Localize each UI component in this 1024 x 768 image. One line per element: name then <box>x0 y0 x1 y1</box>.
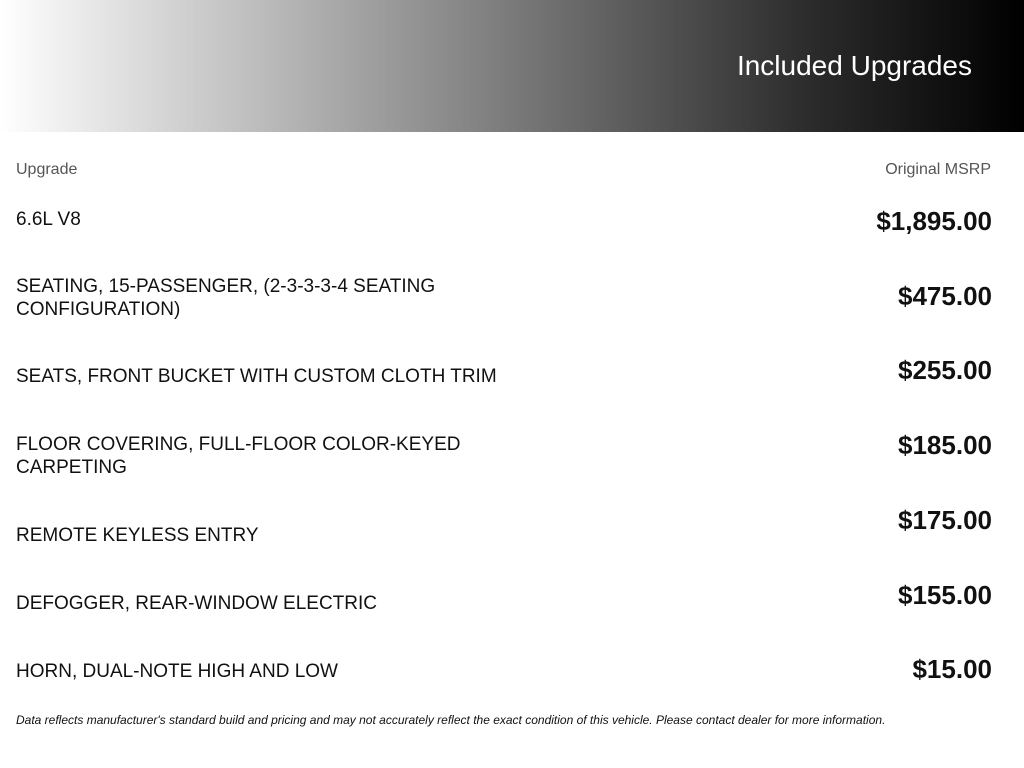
page-title: Included Upgrades <box>736 50 972 81</box>
upgrade-price: $1,895.00 <box>876 206 992 236</box>
upgrade-row <box>0 346 1024 421</box>
upgrade-price: $185.00 <box>898 430 992 460</box>
upgrade-price: $475.00 <box>898 281 992 311</box>
upgrade-name: DEFOGGER, REAR-WINDOW ELECTRIC <box>16 593 378 614</box>
header-banner <box>0 0 1024 132</box>
upgrade-name: SEATS, FRONT BUCKET WITH CUSTOM CLOTH TRIM <box>16 366 497 387</box>
upgrade-row <box>0 421 1024 496</box>
upgrade-name: REMOTE KEYLESS ENTRY <box>16 525 259 546</box>
upgrade-name: SEATING, 15-PASSENGER, (2-3-3-3-4 SEATING CONFIGURATION) <box>16 276 436 320</box>
column-header-msrp: Original MSRP <box>885 161 991 178</box>
upgrade-row <box>0 571 1024 646</box>
upgrade-row <box>0 196 1024 271</box>
upgrade-row <box>0 646 1024 721</box>
upgrade-price: $175.00 <box>898 505 992 535</box>
upgrade-name: FLOOR COVERING, FULL-FLOOR COLOR-KEYED CARPETING <box>16 434 461 478</box>
upgrade-price: $255.00 <box>898 355 992 385</box>
column-header-upgrade: Upgrade <box>16 161 78 178</box>
upgrade-name: 6.6L V8 <box>16 209 81 230</box>
upgrade-row <box>0 271 1024 346</box>
disclaimer-footnote: Data reflects manufacturer's standard build and pricing and may not accurately reflect the exact condition of this vehicle. Please contact dealer for more information. <box>16 713 886 727</box>
upgrade-price: $155.00 <box>898 580 992 610</box>
upgrade-price: $15.00 <box>912 654 992 684</box>
upgrades-list <box>0 196 1024 721</box>
upgrade-name: HORN, DUAL-NOTE HIGH AND LOW <box>16 661 338 682</box>
upgrade-row <box>0 496 1024 571</box>
